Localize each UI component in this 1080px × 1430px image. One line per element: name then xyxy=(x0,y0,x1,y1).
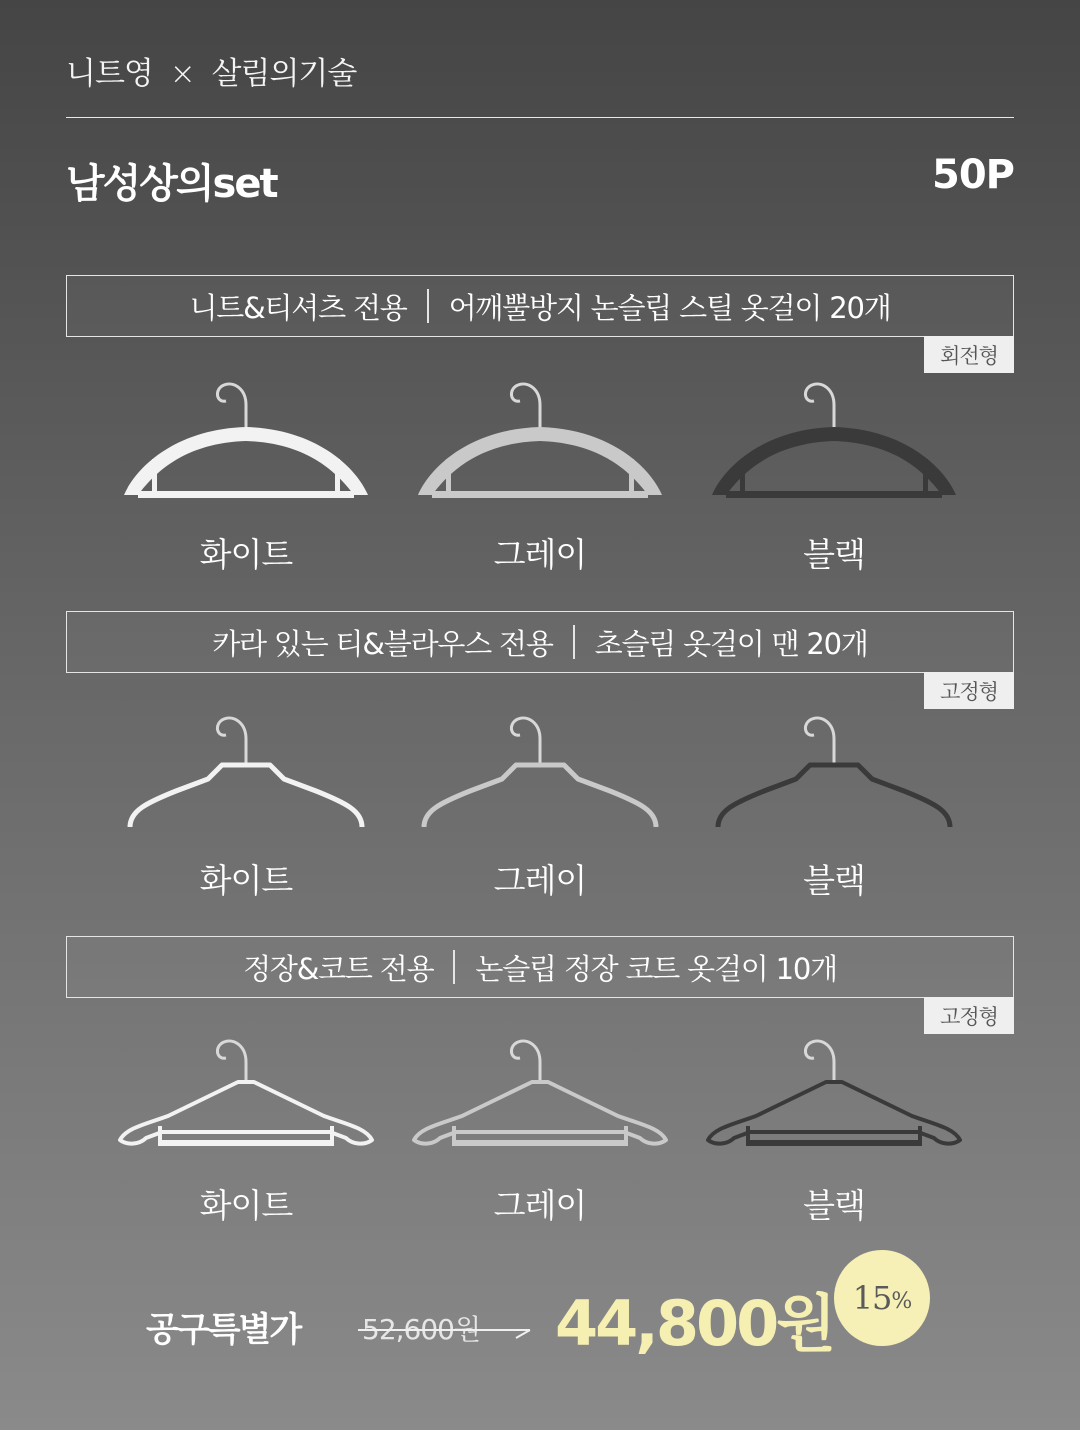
banner-product: 어깨뿔방지 논슬립 스틸 옷걸이 20개 xyxy=(448,290,891,325)
hanger-row xyxy=(66,367,1014,574)
section-suit xyxy=(66,936,1014,1225)
hanger-row xyxy=(66,1028,1014,1228)
price-row xyxy=(0,1250,1080,1380)
section-collar xyxy=(66,611,1014,900)
banner-product: 초슬림 옷걸이 맨 20개 xyxy=(594,626,868,661)
coat-hanger-icon xyxy=(410,1028,670,1158)
color-label: 화이트 xyxy=(199,535,293,574)
hanger-option-black[interactable] xyxy=(704,367,964,576)
type-tag: 고정형 xyxy=(924,997,1014,1034)
coat-hanger-icon xyxy=(116,1028,376,1158)
type-tag: 회전형 xyxy=(924,336,1014,373)
color-label: 블랙 xyxy=(803,861,865,900)
hanger-option-white[interactable] xyxy=(116,1028,376,1227)
collab-x-icon: × xyxy=(169,56,195,92)
hanger-option-white[interactable] xyxy=(116,703,376,902)
strike-arrow-icon xyxy=(356,1310,536,1340)
section-banner xyxy=(66,275,1014,337)
banner-separator xyxy=(427,289,429,323)
color-label: 화이트 xyxy=(199,1186,293,1225)
brand-knit: 니트영 xyxy=(66,56,153,92)
section-banner xyxy=(66,936,1014,998)
slim-hanger-icon xyxy=(704,703,964,833)
color-label: 그레이 xyxy=(493,1186,587,1225)
color-label: 그레이 xyxy=(493,861,587,900)
hanger-row xyxy=(66,703,1014,903)
coat-hanger-icon xyxy=(704,1028,964,1158)
color-label: 블랙 xyxy=(803,1186,865,1225)
slim-hanger-icon xyxy=(410,703,670,833)
discount-unit: % xyxy=(891,1288,912,1314)
discount-badge xyxy=(834,1250,930,1346)
banner-usage: 정장&코트 전용 xyxy=(243,951,434,986)
page-title: 남성상의set xyxy=(66,161,277,207)
type-tag: 고정형 xyxy=(924,672,1014,709)
hanger-option-gray[interactable] xyxy=(410,1028,670,1227)
hanger-option-white[interactable] xyxy=(116,367,376,576)
hanger-option-black[interactable] xyxy=(704,703,964,902)
hanger-option-black[interactable] xyxy=(704,1028,964,1227)
slim-hanger-icon xyxy=(116,703,376,833)
discount-value: 15 xyxy=(852,1279,892,1317)
color-label: 그레이 xyxy=(493,535,587,574)
banner-usage: 카라 있는 티&블라우스 전용 xyxy=(212,626,553,661)
color-label: 블랙 xyxy=(803,535,865,574)
banner-usage: 니트&티셔츠 전용 xyxy=(189,290,407,325)
section-banner xyxy=(66,611,1014,673)
original-price: 52,600원 xyxy=(362,1313,481,1346)
sale-price: 44,800원 xyxy=(555,1287,834,1360)
color-label: 화이트 xyxy=(199,861,293,900)
rotating-hanger-icon xyxy=(116,367,376,507)
brand-line xyxy=(66,48,356,93)
section-knit xyxy=(66,275,1014,574)
banner-separator xyxy=(453,950,455,984)
rotating-hanger-icon xyxy=(704,367,964,507)
banner-product: 논슬립 정장 코트 옷걸이 10개 xyxy=(475,951,837,986)
brand-salim: 살림의기술 xyxy=(211,56,357,92)
deal-label: 공구특별가 xyxy=(146,1310,301,1350)
hanger-option-gray[interactable] xyxy=(410,703,670,902)
rotating-hanger-icon xyxy=(410,367,670,507)
divider xyxy=(66,117,1014,118)
banner-separator xyxy=(573,625,575,659)
hanger-option-gray[interactable] xyxy=(410,367,670,576)
piece-count: 50P xyxy=(932,152,1014,198)
